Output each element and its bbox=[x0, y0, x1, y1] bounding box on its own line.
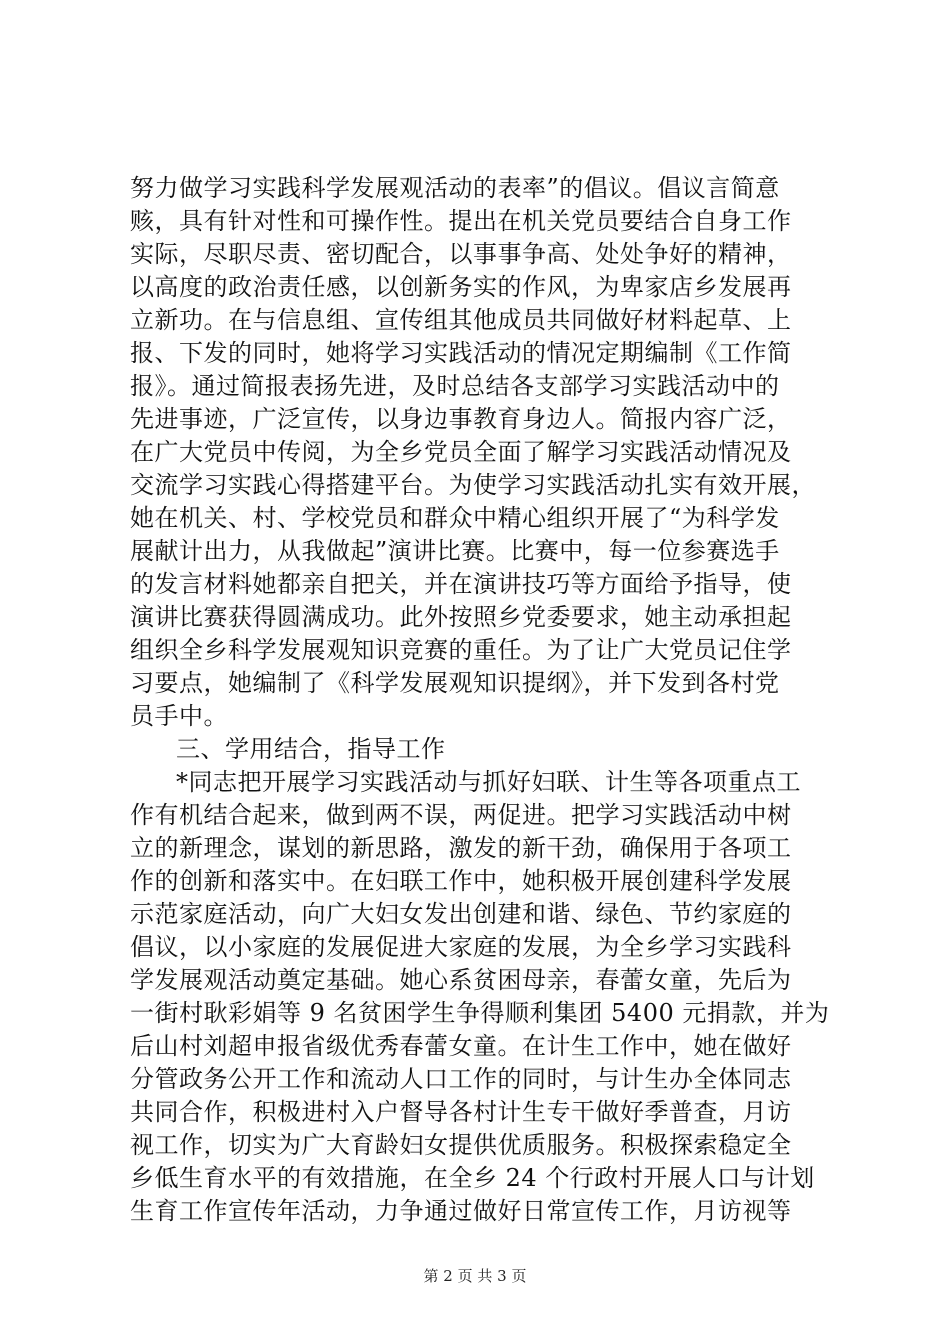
text-line: 乡低生育水平的有效措施，在全乡 24 个行政村开展人口与计划 bbox=[130, 1164, 815, 1192]
text-line: 生育工作宣传年活动，力争通过做好日常宣传工作，月访视等 bbox=[130, 1197, 792, 1225]
text-line: 示范家庭活动，向广大妇女发出创建和谐、绿色、节约家庭的 bbox=[130, 900, 792, 928]
text-line: 后山村刘超申报省级优秀春蕾女童。在计生工作中，她在做好 bbox=[130, 1032, 792, 1060]
text-line: 的发言材料她都亲自把关，并在演讲技巧等方面给予指导，使 bbox=[130, 570, 792, 598]
text-line: 以高度的政治责任感，以创新务实的作风，为卑家店乡发展再 bbox=[130, 273, 792, 301]
text-line: 立的新理念，谋划的新思路，激发的新干劲，确保用于各项工 bbox=[130, 834, 792, 862]
body-text bbox=[130, 172, 830, 1228]
text-line: 实际，尽职尽责、密切配合，以事事争高、处处争好的精神， bbox=[130, 240, 792, 268]
text-line: 演讲比赛获得圆满成功。此外按照乡党委要求，她主动承担起 bbox=[130, 603, 792, 631]
text-line: 倡议，以小家庭的发展促进大家庭的发展，为全乡学习实践科 bbox=[130, 933, 792, 961]
text-line: *同志把开展学习实践活动与抓好妇联、计生等各项重点工 bbox=[176, 768, 801, 796]
text-line: 视工作，切实为广大育龄妇女提供优质服务。积极探索稳定全 bbox=[130, 1131, 792, 1159]
text-line: 立新功。在与信息组、宣传组其他成员共同做好材料起草、上 bbox=[130, 306, 792, 334]
text-line: 她在机关、村、学校党员和群众中精心组织开展了“为科学发 bbox=[130, 504, 780, 532]
section-heading: 三、学用结合，指导工作 bbox=[176, 735, 446, 763]
text-line: 一街村耿彩娟等 9 名贫困学生争得顺利集团 5400 元捐款，并为 bbox=[130, 999, 830, 1027]
text-line: 展献计出力，从我做起”演讲比赛。比赛中，每一位参赛选手 bbox=[130, 537, 780, 565]
text-line: 作有机结合起来，做到两不误，两促进。把学习实践活动中树 bbox=[130, 801, 792, 829]
text-line: 交流学习实践心得搭建平台。为使学习实践活动扎实有效开展， bbox=[130, 471, 816, 499]
text-line: 赅，具有针对性和可操作性。提出在机关党员要结合自身工作 bbox=[130, 207, 792, 235]
text-line: 作的创新和落实中。在妇联工作中，她积极开展创建科学发展 bbox=[130, 867, 792, 895]
text-line: 在广大党员中传阅，为全乡党员全面了解学习实践活动情况及 bbox=[130, 438, 792, 466]
text-line: 报、下发的同时，她将学习实践活动的情况定期编制《工作简 bbox=[130, 339, 792, 367]
text-line: 先进事迹，广泛宣传，以身边事教育身边人。简报内容广泛， bbox=[130, 405, 792, 433]
text-line: 共同合作，积极进村入户督导各村计生专干做好季普查，月访 bbox=[130, 1098, 792, 1126]
text-line: 努力做学习实践科学发展观活动的表率”的倡议。倡议言简意 bbox=[130, 174, 780, 202]
text-line: 报》。通过简报表扬先进，及时总结各支部学习实践活动中的 bbox=[130, 372, 780, 400]
text-line: 员手中。 bbox=[130, 702, 228, 730]
page-footer: 第 2 页 共 3 页 bbox=[423, 1267, 527, 1285]
text-line: 学发展观活动奠定基础。她心系贫困母亲，春蕾女童，先后为 bbox=[130, 966, 792, 994]
text-line: 习要点，她编制了《科学发展观知识提纲》，并下发到各村党 bbox=[130, 669, 780, 697]
text-line: 分管政务公开工作和流动人口工作的同时，与计生办全体同志 bbox=[130, 1065, 792, 1093]
text-line: 组织全乡科学发展观知识竞赛的重任。为了让广大党员记住学 bbox=[130, 636, 792, 664]
